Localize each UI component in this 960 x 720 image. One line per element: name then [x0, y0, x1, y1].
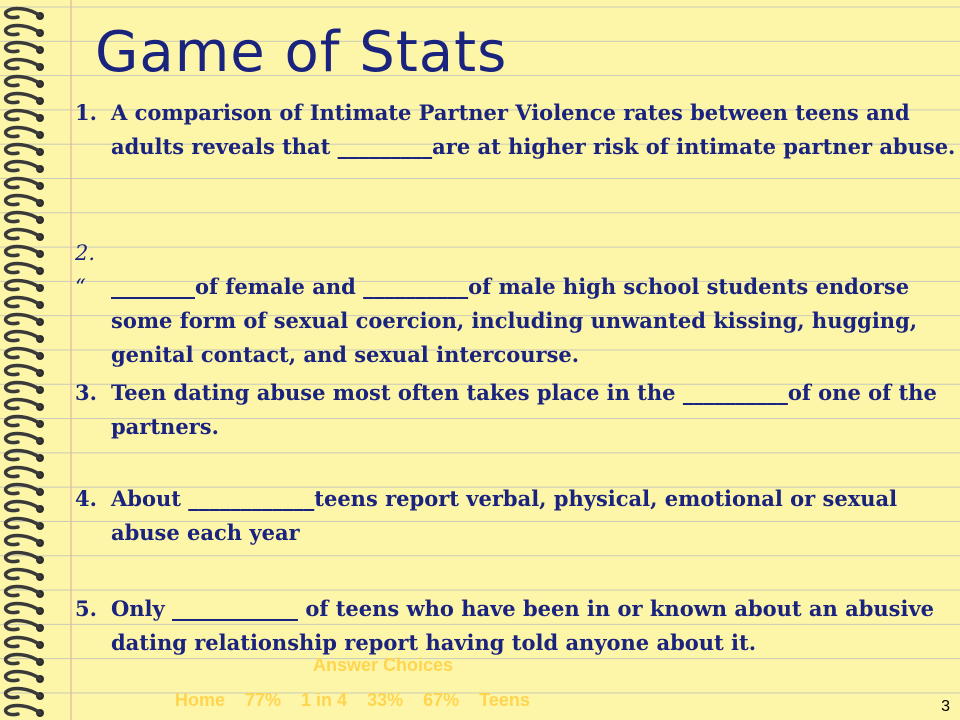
answer-choice: 33%: [367, 690, 404, 710]
binding-coil: [6, 179, 40, 188]
binding-coil: [6, 400, 40, 409]
answer-choices-list: [175, 690, 530, 711]
question-2-number: 2. “: [75, 241, 96, 299]
binding-coil: [6, 638, 40, 647]
binding-coil: [6, 196, 40, 205]
binding-coil: [6, 94, 40, 103]
binding-coil: [6, 468, 40, 477]
question-1-number: 1.: [75, 100, 97, 125]
binding-coil: [6, 111, 40, 120]
binding-coil: [6, 451, 40, 460]
binding-coil: [6, 349, 40, 358]
question-5-text: Only ____________ of teens who have been in or known about an abusive dating relationship report having told anyone about it.: [111, 596, 935, 655]
binding-coil: [6, 281, 40, 290]
question-2: [75, 236, 960, 372]
binding-coil: [6, 502, 40, 511]
question-5-number: 5.: [75, 596, 97, 621]
binding-coil: [6, 145, 40, 154]
question-4: [75, 482, 960, 550]
binding-coil: [6, 434, 40, 443]
page-number: 3: [941, 698, 950, 715]
question-4-text: About ____________teens report verbal, physical, emotional or sexual abuse each year: [111, 486, 898, 545]
binding-coil: [6, 26, 40, 35]
binding-coil: [6, 706, 40, 715]
binding-coil: [6, 621, 40, 630]
answer-choice: Home: [175, 690, 226, 710]
question-1-text: A comparison of Intimate Partner Violence rates between teens and adults reveals that _________are at higher risk of intimate partner abuse.: [111, 100, 956, 159]
binding-coil: [6, 213, 40, 222]
binding-coil: [6, 332, 40, 341]
binding-coil: [6, 43, 40, 52]
binding-coil: [6, 128, 40, 137]
question-4-number: 4.: [75, 486, 97, 511]
answer-choice: 77%: [245, 690, 282, 710]
question-1: [75, 96, 960, 164]
binding-coil: [6, 77, 40, 86]
answer-choice: 1 in 4: [301, 690, 348, 710]
question-5: [75, 592, 960, 660]
question-3-number: 3.: [75, 380, 97, 405]
binding-coil: [6, 536, 40, 545]
page-title: Game of Stats: [95, 20, 508, 85]
binding-coil: [6, 655, 40, 664]
binding-coil: [6, 60, 40, 69]
binding-coil: [6, 587, 40, 596]
binding-coil: [6, 264, 40, 273]
binding-coil: [6, 383, 40, 392]
binding-coil: [6, 230, 40, 239]
binding-coil: [6, 366, 40, 375]
binding-coil: [6, 485, 40, 494]
binding-coil: [6, 553, 40, 562]
margin-line: [70, 0, 72, 720]
binding-coil: [6, 417, 40, 426]
binding-coil: [6, 315, 40, 324]
question-2-text: ________of female and __________of male high school students endorse some form of sexual coercion, including unwanted kissing, hugging, genital contact, and sexual intercourse.: [111, 274, 918, 367]
binding-coil: [6, 162, 40, 171]
binding-coil: [6, 519, 40, 528]
spiral-binding: [0, 0, 52, 720]
binding-coil: [6, 9, 40, 18]
question-3-text: Teen dating abuse most often takes place in the __________of one of the partners.: [111, 380, 937, 439]
binding-coil: [6, 247, 40, 256]
question-3: [75, 376, 960, 444]
answer-choice: Teens: [479, 690, 530, 710]
binding-coil: [6, 672, 40, 681]
binding-coil: [6, 570, 40, 579]
answer-choices-title: Answer Choices: [313, 655, 454, 675]
binding-coil: [6, 298, 40, 307]
answer-choice: 67%: [423, 690, 460, 710]
binding-coil: [6, 604, 40, 613]
binding-coil: [6, 689, 40, 698]
